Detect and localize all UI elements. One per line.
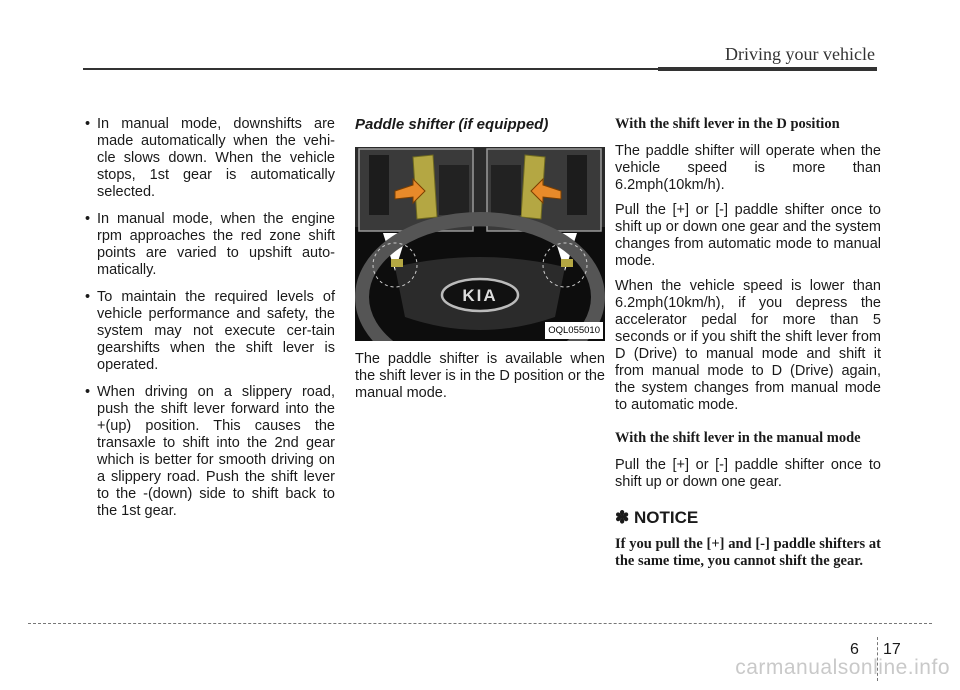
figure-code: OQL055010 (545, 322, 603, 339)
notice-body: If you pull the [+] and [-] paddle shifters at the same time, you cannot shift the gear. (615, 536, 881, 569)
page-header-title: Driving your vehicle (725, 44, 875, 64)
paragraph: Pull the [+] or [-] paddle shifter once to shift up or down one gear and the system changes from automatic mode to manual mode. (615, 202, 881, 269)
bullet-item: • To maintain the required levels of vehicle performance and safety, the system may not execute cer-tain gearshifts when the shift lever is operated. (83, 289, 335, 374)
paddle-shifter-figure (355, 147, 605, 341)
heading-d-position: With the shift lever in the D position (615, 116, 840, 132)
heading-manual-mode: With the shift lever in the manual mode (615, 430, 861, 446)
paragraph: Pull the [+] or [-] paddle shifter once to shift up or down one gear. (615, 457, 881, 490)
watermark: carmanualsonline.info (735, 656, 950, 679)
bullet-item: • When driving on a slippery road, push the shift lever forward into the +(up) position. This causes the transaxle to shift into the 2nd gear which is better for smooth driving on a slippery road. Push the shift lever to the -(down) side to shift back to the 1st gear. (83, 384, 335, 520)
paragraph: The paddle shifter will operate when the vehicle speed is more than 6.2mph(10km/h). (615, 143, 881, 193)
header-rule (83, 68, 658, 70)
svg-text:KIA: KIA (462, 286, 498, 305)
bullet-list (83, 116, 335, 520)
page-number: 17 (883, 641, 901, 658)
notice-title: ✽ NOTICE (615, 508, 699, 527)
footer-divider (28, 623, 932, 624)
bullet-item: • In manual mode, when the engine rpm approaches the red zone shift points are varied to upshift auto-matically. (83, 211, 335, 279)
paragraph: When the vehicle speed is lower than 6.2mph(10km/h), if you depress the accelerator pedal for more than 5 seconds or if you shift the shift lever from D (Drive) to manual mode and shift it from manual mode to D (Drive) again, the system changes from manual mode to automatic mode. (615, 278, 881, 413)
column-middle (355, 116, 605, 410)
bullet-item: • In manual mode, downshifts are made automatically when the vehi-cle slows down. When the vehicle stops, 1st gear is automatically selected. (83, 116, 335, 201)
column-left (83, 116, 335, 530)
section-number: 6 (850, 641, 859, 658)
header-rule-accent (658, 67, 877, 71)
paddle-shifter-description: The paddle shifter is available when the shift lever is in the D position or the manual mode. (355, 351, 605, 401)
section-title: Paddle shifter (if equipped) (355, 116, 549, 133)
column-right (615, 116, 881, 570)
steering-wheel-illustration (355, 147, 605, 341)
